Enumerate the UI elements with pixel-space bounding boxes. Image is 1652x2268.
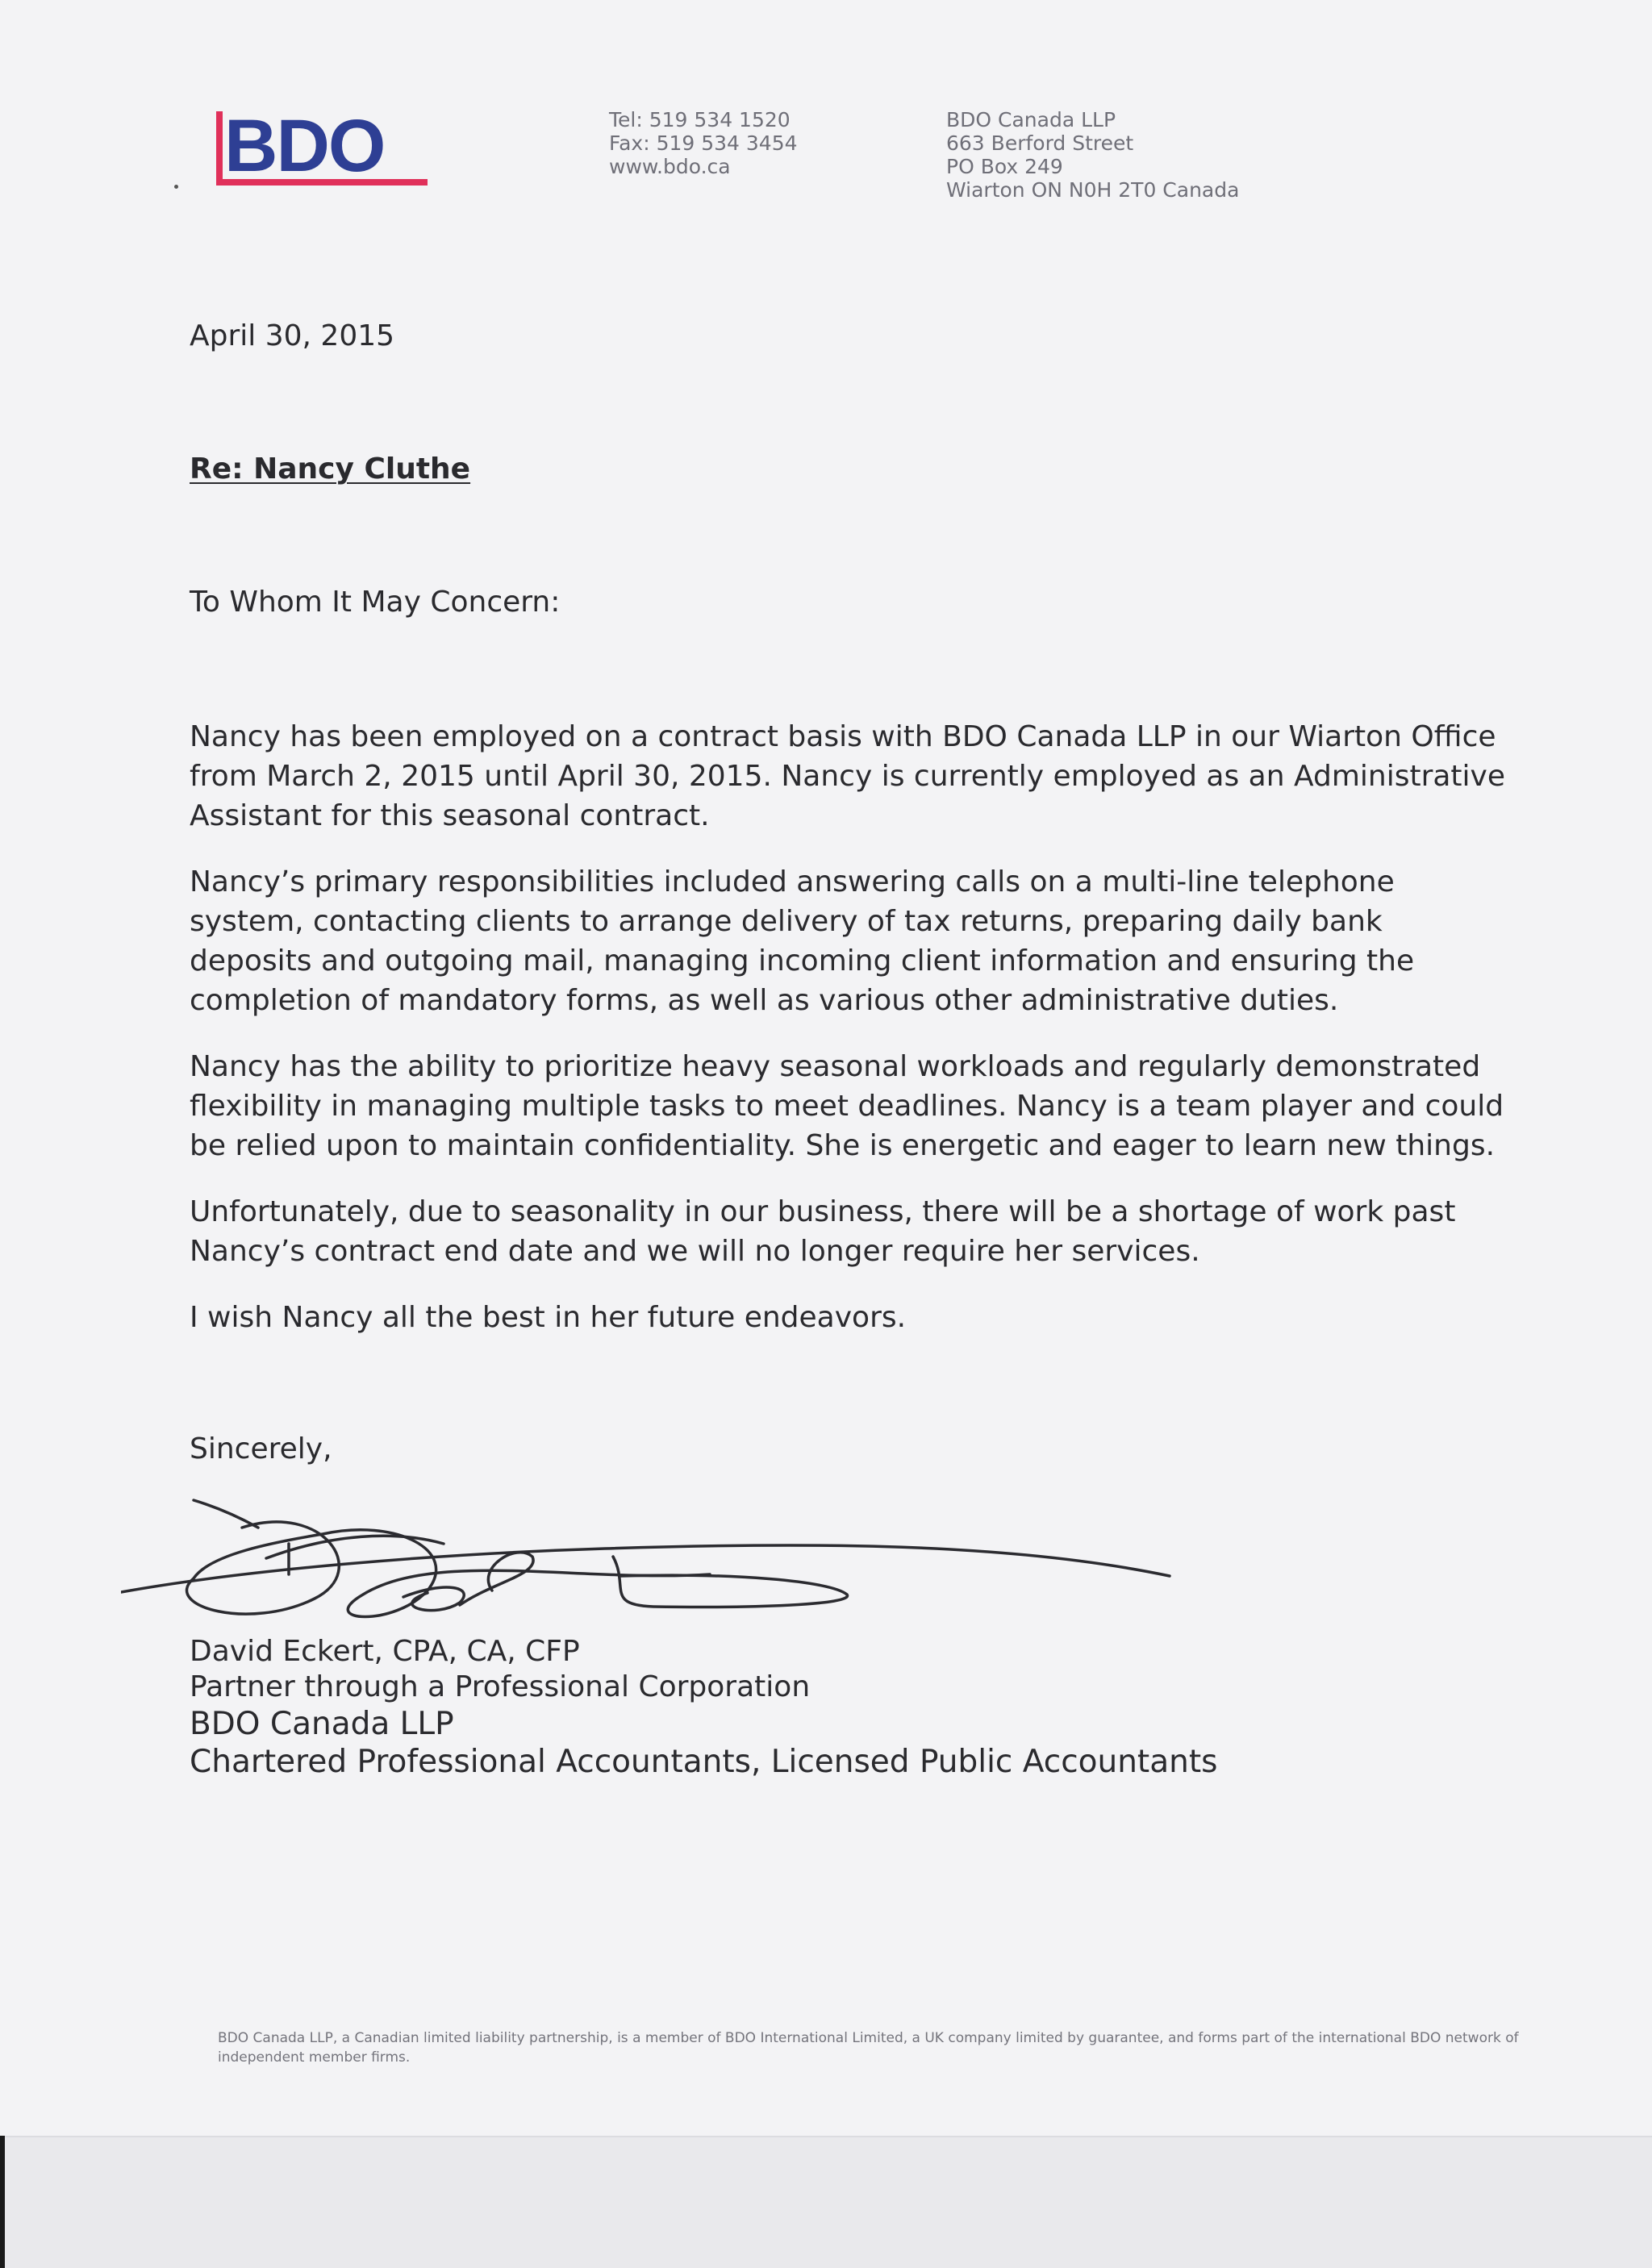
signer-block bbox=[190, 1634, 1217, 1781]
signer-firm: BDO Canada LLP bbox=[190, 1706, 454, 1742]
fax-number: Fax: 519 534 3454 bbox=[609, 131, 798, 155]
closing: Sincerely, bbox=[190, 1432, 332, 1465]
scan-edge-mark bbox=[0, 2136, 5, 2268]
street-address: 663 Berford Street bbox=[946, 131, 1134, 155]
body-paragraph: Nancy has been employed on a contract basis with BDO Canada LLP in our Wiarton Office from March 2, 2015 until April 30, 2015. Nancy is currently employed as an Administrative Assistant for this seasonal contract. bbox=[190, 720, 1506, 832]
city-postal: Wiarton ON N0H 2T0 Canada bbox=[946, 178, 1240, 202]
footer-disclaimer: BDO Canada LLP, a Canadian limited liability partnership, is a member of BDO International Limited, a UK company limited by guarantee, and forms part of the international BDO network of independent member firms. bbox=[218, 2030, 1519, 2066]
letter-body bbox=[190, 717, 1512, 1364]
logo-red-bar bbox=[216, 111, 223, 186]
body-paragraph: Nancy has the ability to prioritize heavy seasonal workloads and regularly demonstrated flexibility in managing multiple tasks to meet deadlines. Nancy is a team player and could be relied upon to maintain confidentiality. She is energetic and eager to learn new things. bbox=[190, 1050, 1504, 1162]
signer-designation: Chartered Professional Accountants, Licensed Public Accountants bbox=[190, 1744, 1218, 1780]
body-paragraph: Unfortunately, due to seasonality in our business, there will be a shortage of work past Nancy’s contract end date and we will no longer require her services. bbox=[190, 1195, 1456, 1268]
signer-role: Partner through a Professional Corporation bbox=[190, 1670, 811, 1703]
body-paragraph: I wish Nancy all the best in her future endeavors. bbox=[190, 1301, 907, 1334]
website: www.bdo.ca bbox=[609, 155, 731, 178]
letterhead-address bbox=[946, 108, 1239, 202]
letter-date: April 30, 2015 bbox=[190, 319, 395, 352]
logo-text: BDO bbox=[224, 108, 385, 187]
body-paragraph: Nancy’s primary responsibilities included answering calls on a multi-line telephone system, contacting clients to arrange delivery of tax returns, preparing daily bank deposits and outgoing mail, managing incoming client information and ensuring the completion of mandatory forms, as well as various other administrative duties. bbox=[190, 865, 1415, 1017]
salutation: To Whom It May Concern: bbox=[190, 586, 561, 619]
signer-name: David Eckert, CPA, CA, CFP bbox=[190, 1635, 580, 1668]
po-box: PO Box 249 bbox=[946, 155, 1063, 178]
company-name: BDO Canada LLP bbox=[946, 108, 1116, 131]
subject-line: Re: Nancy Cluthe bbox=[190, 452, 471, 486]
handwritten-signature bbox=[121, 1486, 1186, 1627]
scan-speck bbox=[174, 185, 178, 189]
letterhead-contact bbox=[609, 108, 798, 178]
bdo-logo bbox=[216, 108, 428, 189]
phone-number: Tel: 519 534 1520 bbox=[609, 108, 791, 131]
